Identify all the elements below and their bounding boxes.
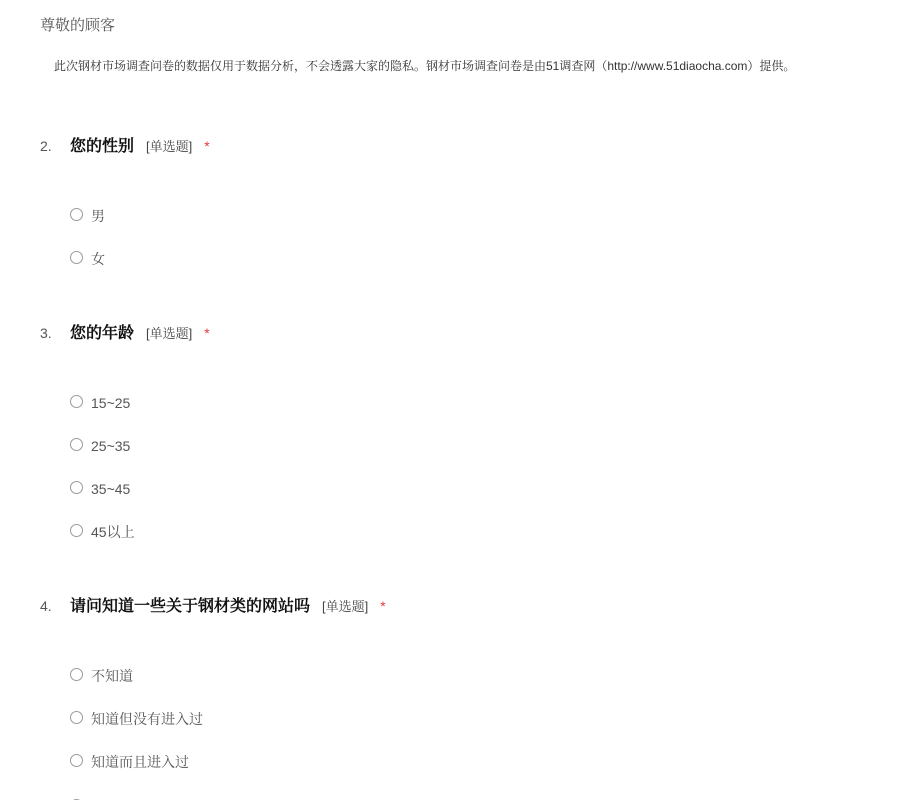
question-number: 4. (40, 598, 52, 614)
radio-button[interactable] (70, 524, 83, 537)
question-type-label: [单选题] (146, 326, 193, 341)
option-label: 知道而且进入过 (91, 754, 189, 770)
option-partially-visible[interactable] (70, 792, 91, 800)
required-marker: * (380, 598, 386, 614)
question-title (70, 134, 210, 159)
option-age-35-45[interactable] (70, 478, 130, 500)
question-number: 3. (40, 325, 52, 341)
option-label: 不知道 (91, 668, 133, 684)
radio-button[interactable] (70, 481, 83, 494)
option-age-15-25[interactable] (70, 392, 130, 414)
radio-button[interactable] (70, 395, 83, 408)
option-label: 25~35 (91, 438, 131, 454)
question-number: 2. (40, 138, 52, 154)
option-label: 男 (91, 208, 105, 224)
option-female[interactable] (70, 248, 105, 270)
question-title-text: 您的年龄 (70, 325, 135, 342)
option-label: 15~25 (91, 395, 131, 411)
option-know-visited[interactable] (70, 751, 189, 773)
option-age-45-plus[interactable] (70, 521, 135, 543)
required-marker: * (204, 325, 210, 341)
radio-button[interactable] (70, 668, 83, 681)
option-label: 35~45 (91, 481, 131, 497)
required-marker: * (204, 138, 210, 154)
option-age-25-35[interactable] (70, 435, 130, 457)
greeting-heading: 尊敬的顾客 (40, 17, 116, 34)
option-label: 知道但没有进入过 (91, 711, 203, 727)
intro-text: 此次钢材市场调查问卷的数据仅用于数据分析，不会透露大家的隐私。钢材市场调查问卷是由51调查网（http://www.51diaocha.com）提供。 (54, 59, 796, 73)
radio-button[interactable] (70, 251, 83, 264)
option-dont-know[interactable] (70, 665, 133, 687)
radio-button[interactable] (70, 754, 83, 767)
question-type-label: [单选题] (146, 139, 193, 154)
question-title (70, 594, 386, 619)
option-know-not-visited[interactable] (70, 708, 203, 730)
question-title (70, 321, 210, 346)
radio-button[interactable] (70, 711, 83, 724)
radio-button[interactable] (70, 208, 83, 221)
option-label: 45以上 (91, 524, 135, 540)
question-type-label: [单选题] (322, 599, 369, 614)
radio-button[interactable] (70, 438, 83, 451)
option-label: 女 (91, 251, 105, 267)
question-title-text: 请问知道一些关于钢材类的网站吗 (70, 598, 311, 615)
question-title-text: 您的性别 (70, 138, 135, 155)
option-male[interactable] (70, 205, 105, 227)
